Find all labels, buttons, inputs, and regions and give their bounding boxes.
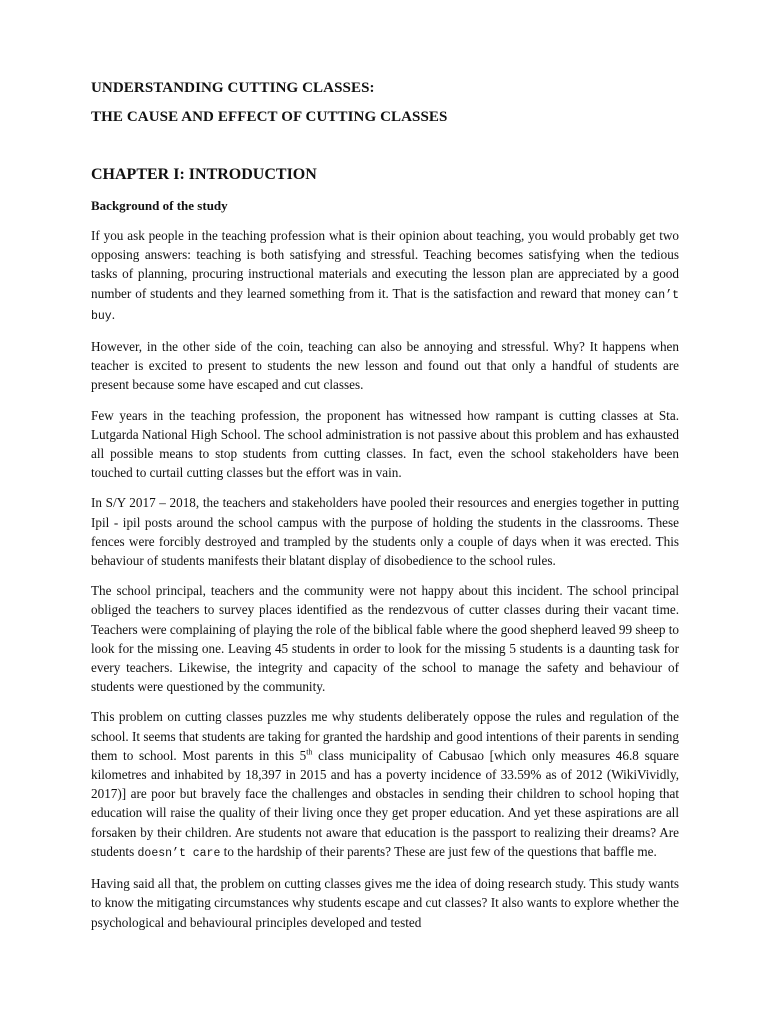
- paragraph-7: Having said all that, the problem on cutting classes gives me the idea of doing research study. This study wants to know the mitigating circumstances why students escape and cut classes? It also wants to explore whether the psychological and behavioural principles developed and tested: [91, 876, 679, 930]
- chapter-heading: CHAPTER I: INTRODUCTION: [91, 166, 317, 183]
- paragraph-4: In S/Y 2017 – 2018, the teachers and stakeholders have pooled their resources and energies together in putting Ipil - ipil posts around the school campus with the purpose of holding the students in the classrooms. These fences were forcibly destroyed and trampled by the students only a couple of days when it was erected. This behaviour of students manifests their blatant display of disobedience to the school rules.: [91, 495, 679, 569]
- paragraph-6-mono-text: doesn’t care: [137, 846, 221, 860]
- paragraph-3: Few years in the teaching profession, the proponent has witnessed how rampant is cutting classes at Sta. Lutgarda National High School. The school administration is not passive about this problem and has exhausted all possible means to stop students from cutting classes. In fact, even the school stakeholders have been touched to curtail cutting classes but the effort was in vain.: [91, 407, 679, 481]
- paragraph-6-superscript: th: [306, 747, 313, 757]
- paragraph-2: However, in the other side of the coin, teaching can also be annoying and stressful. Why? It happens when teacher is excited to present to students the new lesson and found out that only a handful of students are present because some have escaped and cut classes.: [91, 339, 679, 393]
- paragraph-1-end: .: [111, 306, 116, 322]
- paragraph-1-mono-text: can’t buy: [91, 288, 679, 323]
- paragraph-6-part-a: This problem on cutting classes puzzles me why students deliberately oppose the rules and regulation of the school. It seems that students are taking for granted the hardship and good intentions of their parents in sending them to school. Most parents in this 5: [91, 709, 679, 763]
- section-heading: Background of the study: [91, 198, 228, 213]
- paragraph-6-part-c: to the hardship of their parents? These are just few of the questions that baffle me.: [220, 843, 657, 859]
- paragraph-1: [91, 226, 679, 326]
- paragraph-1-text: If you ask people in the teaching profession what is their opinion about teaching, you would probably get two opposing answers: teaching is both satisfying and stressful. Teaching becomes satisfying when the tedious tasks of planning, procuring instructional materials and executing the lesson plan are appreciated by a good number of students and they learned something from it. That is the satisfaction and reward that money: [91, 228, 679, 301]
- paragraph-6: [91, 707, 679, 863]
- paragraph-6-part-b: class municipality of Cabusao [which only measures 46.8 square kilometres and inhabited by 18,397 in 2015 and has a poverty incidence of 33.59% as of 2012 (WikiVividly, 2017)] are poor but bravely face the challenges and obstacles in sending their children to school hoping that education will raise the quality of their living once they get proper education. And yet these aspirations are all forsaken by their children. Are students not aware that education is the passport to realizing their dreams? Are students: [91, 747, 679, 859]
- document-title-line-2: THE CAUSE AND EFFECT OF CUTTING CLASSES: [91, 109, 448, 125]
- document-page: [91, 78, 679, 932]
- paragraph-5: The school principal, teachers and the community were not happy about this incident. The school principal obliged the teachers to survey places identified as the rendezvous of cutter classes during their vacant time. Teachers were complaining of playing the role of the biblical fable where the good shepherd leaved 99 sheep to look for the missing one. Leaving 45 students in order to look for the missing 5 students is a daunting task for every teachers. Likewise, the integrity and capacity of the school to manage the safety and behaviour of students were questioned by the community.: [91, 583, 679, 695]
- document-title-line-1: UNDERSTANDING CUTTING CLASSES:: [91, 80, 375, 96]
